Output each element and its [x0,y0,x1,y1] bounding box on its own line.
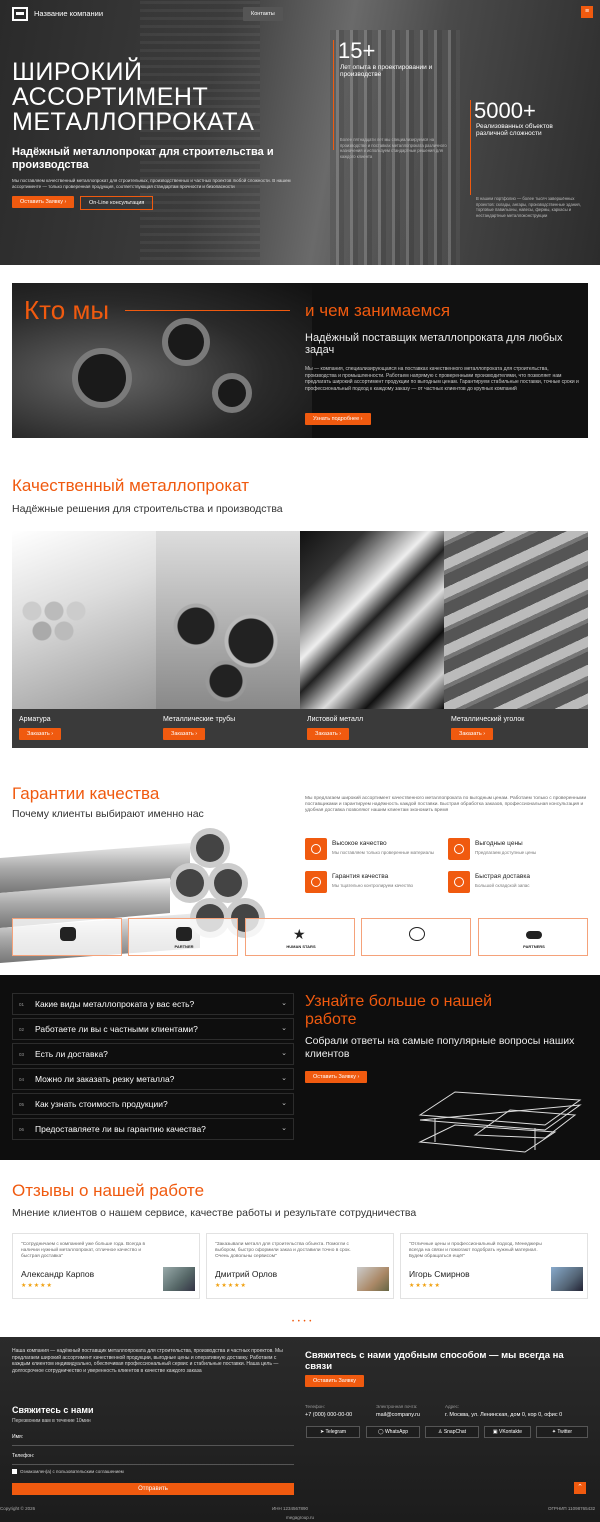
faq-order-label: Оставить Заявку [313,1074,356,1080]
social-label: WhatsApp [384,1429,409,1435]
faq-item[interactable] [12,1093,294,1115]
faq-question: Как узнать стоимость продукции? [35,1099,168,1109]
order-button[interactable]: Заказать › [451,728,493,740]
rating-stars: ★★★★★ [409,1283,441,1289]
social-label: VKontakte [499,1429,523,1435]
carousel-dots[interactable]: • • • • [292,1319,313,1325]
avatar [551,1267,583,1291]
hero-order-label: Оставить Заявку [20,199,63,205]
products-subtitle: Надёжные решения для строительства и производства [12,503,283,515]
feature-desc: Мы поставляем только проверенные материалы [332,850,434,855]
faq-number: 04 [19,1077,25,1082]
snapchat-icon: ♙ [437,1429,444,1435]
footer-about: Наша компания — надёжный поставщик металлопроката для строительства, производства и частных проектов. Мы предлагаем широкий ассортимент качественной продукции, выгодные цены и оперативную доставку. Работаем с каждым клиентом индивидуально, обеспечивая профессиональный сервис и стабильные поставки. Наша цель — долгосрочное сотрудничество и уверенность клиентов в качестве каждого заказа [12,1348,283,1374]
about-divider [125,310,290,311]
order-label: Заказать [27,731,50,737]
faq-item[interactable] [12,993,294,1015]
chevron-down-icon: ⌄ [281,1050,287,1057]
avatar [163,1267,195,1291]
social-twitter[interactable] [536,1426,588,1438]
order-button[interactable]: Заказать › [307,728,349,740]
name-field[interactable] [12,1445,294,1446]
footer-order-button[interactable]: Оставить Заявку [305,1375,364,1387]
hero-text: Мы поставляем качественный металлопрокат для строительных, производственных и частных проектов любой сложности. В нашем ассортименте — только проверенная продукция, соответствующая стандартам прочности и безопасности [12,178,291,189]
order-label: Заказать [459,731,482,737]
product-name: Металлический уголок [451,716,525,723]
send-button[interactable]: Отправить [12,1483,294,1495]
phone-caption: Телефон: [305,1404,325,1409]
angle-steel-image [444,531,588,711]
product-card[interactable] [444,531,588,748]
cloud-people-icon [60,927,76,941]
partner-label: PARTNER [174,944,194,949]
people-group-icon [526,931,542,939]
feature-title: Гарантия качества [332,873,389,880]
social-whatsapp[interactable] [366,1426,420,1438]
about-text: Мы — компания, специализирующаяся на поставках качественного металлопроката для строительства, производства и промышленности. Работаем напрямую с проверенными производителями, что позволяет нам предлагать широкий ассортимент продукции по выгодным ценам. Гарантируем стабильные поставки, точные сроки и профессиональный подход к каждому заказу — от частных клиентов до крупных компаний [305,366,579,392]
vk-icon: ▣ [492,1429,500,1435]
developer-link[interactable]: megagroup.ru [286,1515,315,1520]
stat1-divider [333,40,334,150]
order-label: Заказать [171,731,194,737]
learn-more-button[interactable]: Узнать подробнее › [305,413,371,425]
ogrn: ОГРНИП 11098765432 [548,1506,596,1511]
chevron-down-icon: ⌄ [281,1000,287,1007]
burger-icon[interactable]: ≡ [581,6,593,18]
telegram-icon: ➤ [319,1429,326,1435]
social-vkontakte[interactable] [484,1426,531,1438]
reviews-title: Отзывы о нашей работе [12,1181,205,1200]
order-label: Заказать [315,731,338,737]
about-title-continued: и чем занимаемся [305,301,451,320]
rating-stars: ★★★★★ [215,1283,247,1289]
hero-subtitle: Надёжный металлопрокат для строительства и производства [12,146,274,171]
chevron-down-icon: ⌄ [281,1025,287,1032]
faq-item[interactable] [12,1018,294,1040]
review-text: "Отличные цены и профессиональный подход. Менеджеры всегда на связи и помогают подобрать нужный материал. Будем обращаться ещё!" [409,1242,542,1259]
faq-number: 02 [19,1027,25,1032]
address-value: г. Москва, ул. Ленинская, дом 0, кор 0, офис 0 [445,1412,563,1418]
social-label: SnapChat [443,1429,467,1435]
faq-number: 05 [19,1102,25,1107]
feature-title: Высокое качество [332,840,387,847]
whatsapp-icon: ◯ [377,1429,385,1435]
partner-label: HUMAN STARS [286,944,316,949]
footer-contact-title: Свяжитесь с нами удобным способом — мы всегда на связи [305,1350,564,1372]
partner-logo [12,918,122,956]
chevron-down-icon: ⌄ [281,1125,287,1132]
product-card[interactable] [12,531,156,748]
address-caption: Адрес: [445,1404,460,1409]
review-card [400,1233,588,1299]
email-value[interactable]: mail@company.ru [376,1412,420,1418]
product-card[interactable] [300,531,444,748]
order-button[interactable]: Заказать › [163,728,205,740]
faq-number: 06 [19,1127,25,1132]
sheet-metal-image [300,531,444,711]
stars-icon: ★ [293,926,306,942]
stat1-number: 15+ [338,38,376,63]
scroll-top-icon[interactable]: ⌃ [574,1482,586,1494]
about-subtitle: Надёжный поставщик металлопроката для любых задач [305,332,563,356]
form-subtitle: Перезвоним вам в течение 10мин [12,1418,91,1424]
twitter-icon: ✦ [551,1429,558,1435]
guarantees-title: Гарантии качества [12,784,160,803]
social-label: Twitter [557,1429,573,1435]
phone-label: Телефон: [12,1453,35,1459]
product-name: Арматура [19,716,51,723]
contacts-button[interactable]: Контакты [243,7,283,21]
partner-label: PARTNERS [523,944,545,949]
faq-subtitle: Собрали ответы на самые популярные вопросы наших клиентов [305,1035,575,1060]
faq-question: Можно ли заказать резку металла? [35,1074,175,1084]
reviewer-name: Игорь Смирнов [409,1269,470,1279]
reviewer-name: Дмитрий Орлов [215,1269,278,1279]
product-name: Металлические трубы [163,716,236,723]
partner-logo [478,918,588,956]
email-caption: Электронная почта: [376,1404,418,1409]
price-coins-icon [448,838,470,860]
agreement-text: Ознакомлен(а) с пользовательским соглашением [20,1469,124,1474]
chevron-down-icon: ⌄ [281,1100,287,1107]
stat1-text: Более пятнадцати лет мы специализируемся на производстве и поставках металлопроката различного назначения и используем стандартные решения для каждого клиента [340,137,447,159]
review-card [206,1233,394,1299]
rebar-image [12,531,156,711]
product-card[interactable] [156,531,300,748]
copyright: Copyright © 2026 [0,1506,36,1511]
product-name: Листовой металл [307,716,364,723]
guarantees-text: Мы предлагаем широкий ассортимент качественного металлопроката по выгодным ценам. Работаем только с проверенными поставщиками и гарантируем надёжность каждой поставки. Быстрая обработка заказов, профессиональная консультация и удобная доставка позволяют нашим клиентам экономить время [305,796,587,813]
stat2-number: 5000+ [474,98,536,123]
company-logo-icon[interactable] [12,7,28,21]
review-text: "Сотрудничаем с компанией уже больше года. Всегда в наличии нужный металлопрокат, отличное качество и быстрая доставка" [21,1242,146,1259]
chevron-down-icon: ⌄ [281,1075,287,1082]
avatar [357,1267,389,1291]
reviews-subtitle: Мнение клиентов о нашем сервисе, качестве работы и результате сотрудничества [12,1207,417,1219]
feature-title: Выгодные цены [475,840,523,847]
i-beam-illustration [415,1080,585,1155]
stat2-divider [470,100,471,195]
learn-more-label: Узнать подробнее [313,416,360,422]
hero-consult-button[interactable]: On-Line консультация [80,196,153,210]
order-button[interactable]: Заказать › [19,728,61,740]
quality-badge-icon [305,838,327,860]
faq-question: Предоставляете ли вы гарантию качества? [35,1124,206,1134]
products-title: Качественный металлопрокат [12,476,249,495]
faq-number: 03 [19,1052,25,1057]
faq-question: Какие виды металлопроката у вас есть? [35,999,195,1009]
phone-value[interactable]: +7 (000) 000-00-00 [305,1412,353,1418]
faq-item[interactable] [12,1043,294,1065]
faq-number: 01 [19,1002,25,1007]
review-text: "Заказывали металл для строительства объекта. Помогли с выбором, быстро оформили заказ и доставили точно в срок. Очень довольны сервисом" [215,1242,351,1259]
stat2-label: Реализованных объектов различной сложности [476,123,553,137]
faq-order-button[interactable]: Оставить Заявку › [305,1071,367,1083]
feature-desc: Мы тщательно контролируем качество [332,883,414,888]
pipes-image [156,531,300,711]
guarantee-ribbon-icon [305,871,327,893]
social-label: Telegram [325,1429,347,1435]
phone-field[interactable] [12,1464,294,1465]
form-title: Свяжитесь с нами [12,1405,94,1415]
partner-logo [128,918,238,956]
stat2-text: В нашем портфолио — более тысяч завершённых проектов: склады, ангары, производственные здания, торговые павильоны, навесы, фермы, каркасы и нестандартные металлоконструкции [476,196,581,218]
faq-question: Работаете ли вы с частными клиентами? [35,1024,198,1034]
faq-question: Есть ли доставка? [35,1049,108,1059]
partner-emblem-icon [176,927,192,941]
guarantees-subtitle: Почему клиенты выбирают именно нас [12,808,204,820]
agreement-checkbox[interactable] [12,1469,17,1474]
faq-item[interactable] [12,1118,294,1140]
social-snapchat[interactable] [425,1426,479,1438]
partner-logo [361,918,471,956]
hero-title: ШИРОКИЙ АССОРТИМЕНТ МЕТАЛЛОПРОКАТА [12,58,255,136]
rating-stars: ★★★★★ [21,1283,53,1289]
inn: ИНН 1234567890 [272,1506,309,1511]
feature-title: Быстрая доставка [475,873,530,880]
reviewer-name: Александр Карпов [21,1269,95,1279]
delivery-truck-icon [448,871,470,893]
social-telegram[interactable] [306,1426,360,1438]
feature-desc: Предлагаем доступные цены [475,850,537,855]
name-label: Имя: [12,1434,24,1440]
faq-title: Узнайте больше о нашей работе [305,993,493,1028]
stat1-label: Лет опыта в проектировании и производстве [340,64,433,78]
feature-desc: Большой складской запас [475,883,530,888]
about-title: Кто мы [24,295,110,325]
company-name[interactable]: Название компании [34,9,104,18]
review-card [12,1233,200,1299]
globe-icon [409,927,425,941]
partner-logo [245,918,355,956]
faq-item[interactable] [12,1068,294,1090]
hero-order-button[interactable]: Оставить Заявку › [12,196,74,208]
